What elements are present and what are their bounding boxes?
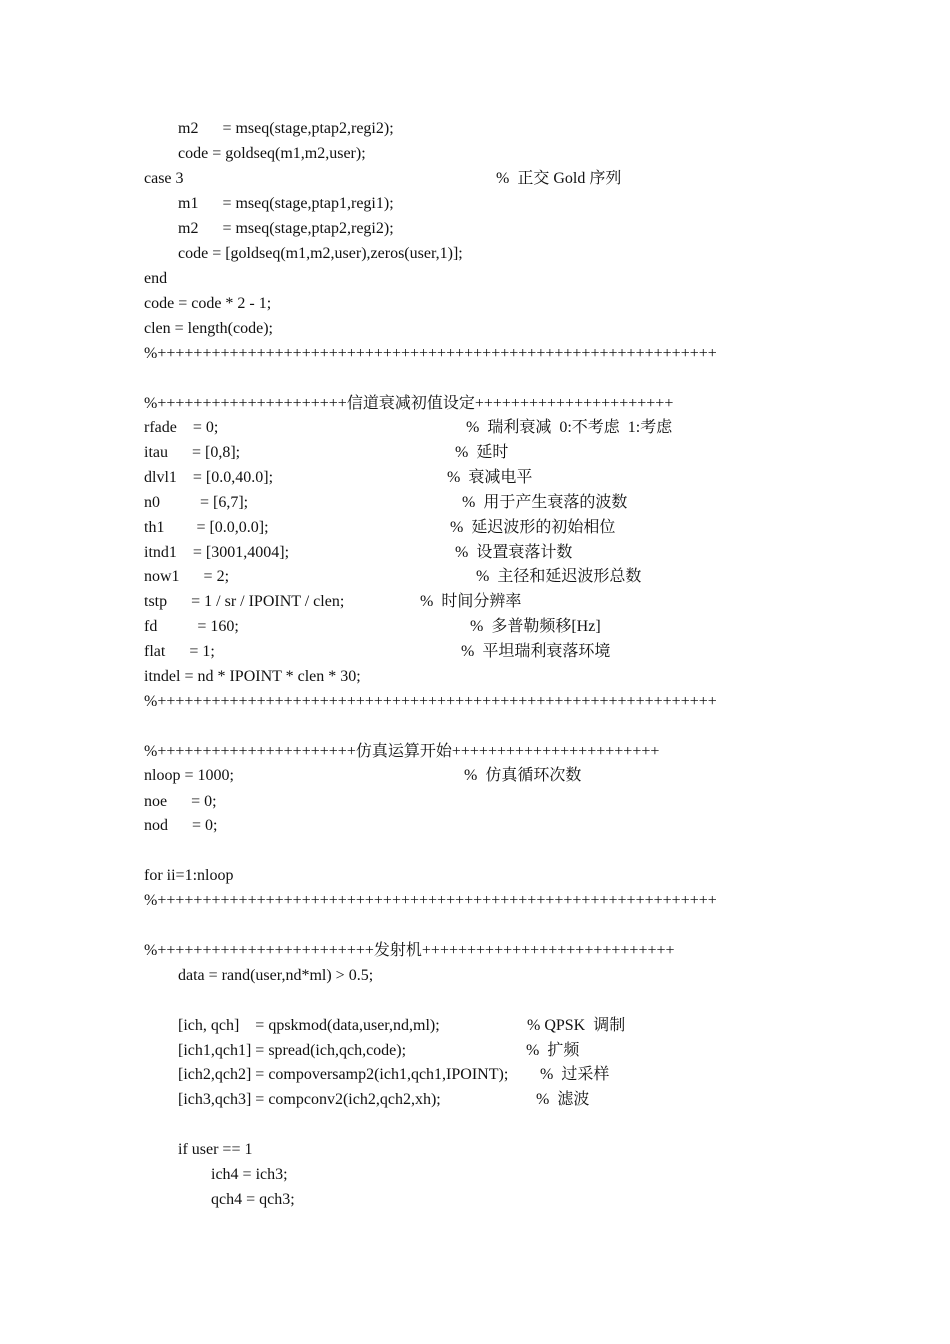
code-line xyxy=(0,589,950,614)
code-comment: % 延时 xyxy=(455,444,509,461)
code-text: flat = 1; xyxy=(144,643,215,660)
code-text: itnd1 = [3001,4004]; xyxy=(144,544,290,561)
code-text: noe = 0; xyxy=(144,793,217,810)
code-comment: % 平坦瑞利衰落环境 xyxy=(461,643,611,660)
code-line xyxy=(0,465,950,490)
code-comment: % 滤波 xyxy=(536,1091,590,1108)
code-line xyxy=(0,266,950,291)
code-line xyxy=(0,366,950,391)
code-line xyxy=(0,789,950,814)
code-line xyxy=(0,1112,950,1137)
code-line xyxy=(0,515,950,540)
code-text: if user == 1 xyxy=(178,1141,253,1158)
code-line xyxy=(0,988,950,1013)
code-comment: % QPSK 调制 xyxy=(527,1017,626,1034)
code-line xyxy=(0,963,950,988)
code-line xyxy=(0,1187,950,1212)
code-text: %+++++++++++++++++++++信道衰减初值设定++++++++++++++++++++++ xyxy=(144,395,674,412)
code-text: m1 = mseq(stage,ptap1,regi1); xyxy=(178,195,394,212)
code-line xyxy=(0,1013,950,1038)
code-line xyxy=(0,216,950,241)
code-text: %++++++++++++++++++++++++++++++++++++++++++++++++++++++++++++++ xyxy=(144,693,717,710)
code-line xyxy=(0,191,950,216)
code-line xyxy=(0,888,950,913)
code-text: itndel = nd * IPOINT * clen * 30; xyxy=(144,668,361,685)
code-line xyxy=(0,664,950,689)
code-text: code = goldseq(m1,m2,user); xyxy=(178,145,366,162)
code-line xyxy=(0,391,950,416)
code-text: [ich3,qch3] = compconv2(ich2,qch2,xh); xyxy=(178,1091,441,1108)
code-text: m2 = mseq(stage,ptap2,regi2); xyxy=(178,120,394,137)
code-line xyxy=(0,316,950,341)
code-comment: % 主径和延迟波形总数 xyxy=(476,568,642,585)
code-line xyxy=(0,291,950,316)
code-line xyxy=(0,913,950,938)
code-line xyxy=(0,490,950,515)
code-line xyxy=(0,540,950,565)
code-line xyxy=(0,1062,950,1087)
code-comment: % 扩频 xyxy=(526,1042,580,1059)
code-text: %++++++++++++++++++++++++++++++++++++++++++++++++++++++++++++++ xyxy=(144,892,717,909)
code-line xyxy=(0,166,950,191)
code-text: ich4 = ich3; xyxy=(211,1166,288,1183)
code-line xyxy=(0,341,950,366)
code-line xyxy=(0,564,950,589)
code-text: [ich2,qch2] = compoversamp2(ich1,qch1,IPOINT); xyxy=(178,1066,509,1083)
code-comment: % 衰减电平 xyxy=(447,469,533,486)
code-text: clen = length(code); xyxy=(144,320,273,337)
code-text: for ii=1:nloop xyxy=(144,867,234,884)
code-text: data = rand(user,nd*ml) > 0.5; xyxy=(178,967,374,984)
code-line xyxy=(0,739,950,764)
code-line xyxy=(0,415,950,440)
code-text: rfade = 0; xyxy=(144,419,219,436)
code-text: now1 = 2; xyxy=(144,568,230,585)
code-line xyxy=(0,689,950,714)
code-text: case 3 xyxy=(144,170,184,187)
code-text: tstp = 1 / sr / IPOINT / clen; xyxy=(144,593,345,610)
code-line xyxy=(0,614,950,639)
code-text: th1 = [0.0,0.0]; xyxy=(144,519,269,536)
code-text: nloop = 1000; xyxy=(144,767,234,784)
code-line xyxy=(0,1137,950,1162)
code-line xyxy=(0,141,950,166)
code-line xyxy=(0,1162,950,1187)
code-text: code = code * 2 - 1; xyxy=(144,295,272,312)
code-line xyxy=(0,241,950,266)
code-line xyxy=(0,763,950,788)
code-text: %++++++++++++++++++++++++++++++++++++++++++++++++++++++++++++++ xyxy=(144,345,717,362)
code-text: %++++++++++++++++++++++++发射机++++++++++++++++++++++++++++ xyxy=(144,942,675,959)
code-text: dlvl1 = [0.0,40.0]; xyxy=(144,469,274,486)
code-line xyxy=(0,863,950,888)
code-comment: % 延迟波形的初始相位 xyxy=(450,519,616,536)
code-comment: % 正交 Gold 序列 xyxy=(496,170,622,187)
code-line xyxy=(0,1038,950,1063)
code-line xyxy=(0,813,950,838)
code-text: itau = [0,8]; xyxy=(144,444,241,461)
code-text: code = [goldseq(m1,m2,user),zeros(user,1)]; xyxy=(178,245,463,262)
code-text: %++++++++++++++++++++++仿真运算开始+++++++++++++++++++++++ xyxy=(144,743,660,760)
code-text: end xyxy=(144,270,168,287)
code-comment: % 瑞利衰减 0:不考虑 1:考虑 xyxy=(466,419,673,436)
code-text: nod = 0; xyxy=(144,817,218,834)
code-text: n0 = [6,7]; xyxy=(144,494,249,511)
code-text: qch4 = qch3; xyxy=(211,1191,295,1208)
code-comment: % 仿真循环次数 xyxy=(464,767,582,784)
code-text: [ich, qch] = qpskmod(data,user,nd,ml); xyxy=(178,1017,440,1034)
code-comment: % 时间分辨率 xyxy=(420,593,522,610)
code-line xyxy=(0,838,950,863)
code-line xyxy=(0,938,950,963)
code-line xyxy=(0,639,950,664)
code-text: fd = 160; xyxy=(144,618,239,635)
code-comment: % 用于产生衰落的波数 xyxy=(462,494,628,511)
code-line xyxy=(0,714,950,739)
code-text: m2 = mseq(stage,ptap2,regi2); xyxy=(178,220,394,237)
code-line xyxy=(0,440,950,465)
code-line xyxy=(0,1087,950,1112)
code-comment: % 过采样 xyxy=(540,1066,610,1083)
code-text: [ich1,qch1] = spread(ich,qch,code); xyxy=(178,1042,407,1059)
code-comment: % 设置衰落计数 xyxy=(455,544,573,561)
code-comment: % 多普勒频移[Hz] xyxy=(470,618,601,635)
code-line xyxy=(0,116,950,141)
